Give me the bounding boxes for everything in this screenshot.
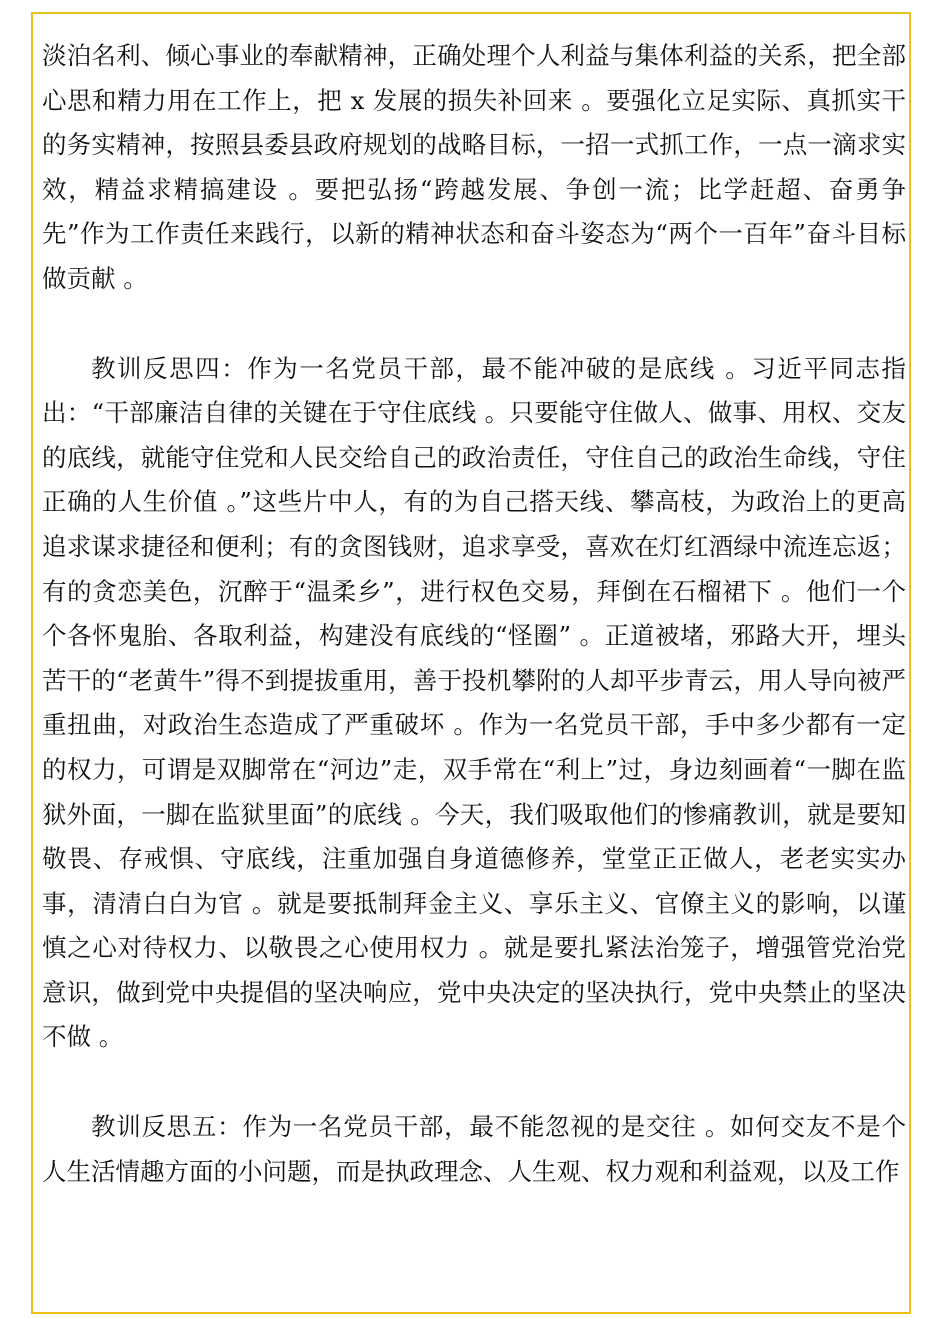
paragraph-continuation: 淡泊名利、倾心事业的奉献精神，正确处理个人利益与集体利益的关系，把全部心思和精力用在工作上，把 x 发展的损失补回来 。要强化立足实际、真抓实干的务实精神，按照县委县政府规划的战略目标，一招一式抓工作，一点一滴求实效，精益求精搞建设 。要把弘扬“跨越发展、争创一流；比学赶超、奋勇争先”作为工作责任来践行，以新的精神状态和奋斗姿态为“两个一百年”奋斗目标做贡献 。 [42,41,906,293]
paragraph-spacer [42,302,906,347]
paragraph-lesson-four: 教训反思四：作为一名党员干部，最不能冲破的是底线 。习近平同志指出：“干部廉洁自律的关键在于守住底线 。只要能守住做人、做事、用权、交友的底线，就能守住党和人民交给自己的政治责任，守住自己的政治生命线，守住正确的人生价值 。”这些片中人，有的为自己搭天线、攀高枝，为政治上的更高追求谋求捷径和便利；有的贪图钱财，追求享受，喜欢在灯红酒绿中流连忘返；有的贪恋美色，沉醉于“温柔乡”，进行权色交易，拜倒在石榴裙下 。他们一个个各怀鬼胎、各取利益，构建没有底线的“怪圈” 。正道被堵，邪路大开，埋头苦干的“老黄牛”得不到提拔重用，善于投机攀附的人却平步青云，用人导向被严重扭曲，对政治生态造成了严重破坏 。作为一名党员干部，手中多少都有一定的权力，可谓是双脚常在“河边”走，双手常在“利上”过，身边刻画着“一脚在监狱外面，一脚在监狱里面”的底线 。今天，我们吸取他们的惨痛教训，就是要知敬畏、存戒惧、守底线，注重加强自身道德修养，堂堂正正做人，老老实实办事，清清白白为官 。就是要抵制拜金主义、享乐主义、官僚主义的影响，以谨慎之心对待权力、以敬畏之心使用权力 。就是要扎紧法治笼子，增强管党治党意识，做到党中央提倡的坚决响应，党中央决定的坚决执行，党中央禁止的坚决不做 。 [42,353,906,1052]
paragraph-spacer [42,1060,906,1105]
document-body [42,34,906,1194]
paragraph-lesson-five: 教训反思五：作为一名党员干部，最不能忽视的是交往 。如何交友不是个人生活情趣方面的小问题，而是执政理念、人生观、权力观和利益观，以及工作 [42,1112,906,1186]
